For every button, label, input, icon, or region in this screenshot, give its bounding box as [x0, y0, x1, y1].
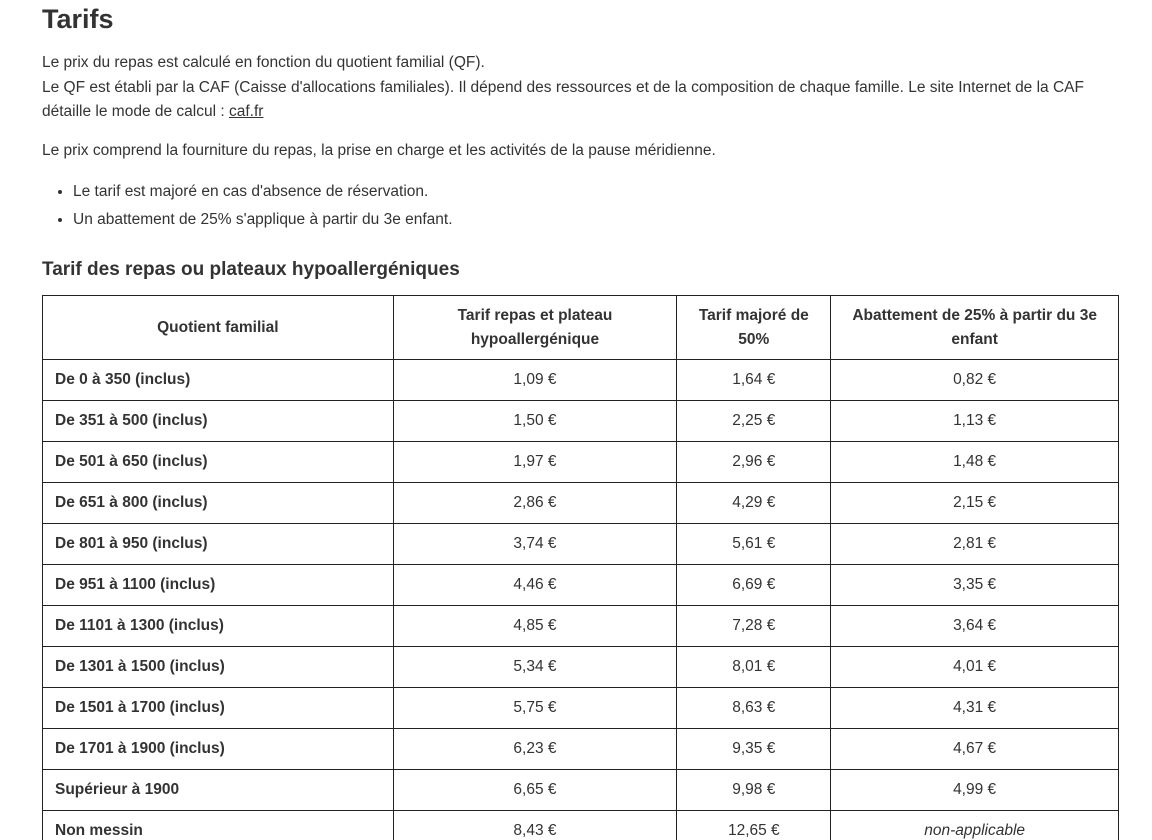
cell-tarif: 5,34 € — [393, 647, 677, 688]
cell-tarif: 6,23 € — [393, 729, 677, 770]
cell-majore: 9,35 € — [677, 729, 831, 770]
cell-abattement: 4,99 € — [831, 770, 1119, 811]
cell-tarif: 5,75 € — [393, 688, 677, 729]
cell-quotient: De 1101 à 1300 (inclus) — [43, 606, 394, 647]
cell-abattement: 4,01 € — [831, 647, 1119, 688]
cell-tarif: 2,86 € — [393, 483, 677, 524]
cell-abattement: 0,82 € — [831, 360, 1119, 401]
cell-majore: 12,65 € — [677, 811, 831, 840]
table-row — [43, 647, 1119, 688]
cell-quotient: De 501 à 650 (inclus) — [43, 442, 394, 483]
cell-quotient: De 651 à 800 (inclus) — [43, 483, 394, 524]
caf-link[interactable]: caf.fr — [228, 103, 264, 120]
cell-tarif: 1,50 € — [393, 401, 677, 442]
table-row — [43, 360, 1119, 401]
tarifs-table — [42, 295, 1119, 840]
intro-line-2 — [42, 76, 1118, 125]
intro-block — [42, 51, 1118, 125]
cell-quotient: De 1501 à 1700 (inclus) — [43, 688, 394, 729]
table-row — [43, 483, 1119, 524]
section-title: Tarif des repas ou plateaux hypoallergéniques — [42, 259, 460, 280]
cell-quotient: De 0 à 350 (inclus) — [43, 360, 394, 401]
intro-line-2-text: Le QF est établi par la CAF (Caisse d'allocations familiales). Il dépend des ressources et de la composition de chaque famille. Le site Internet de la CAF détaille le mode de calcul : — [42, 78, 1084, 120]
cell-abattement: 2,81 € — [831, 524, 1119, 565]
cell-quotient: Supérieur à 1900 — [43, 770, 394, 811]
column-header-quotient: Quotient familial — [43, 296, 394, 360]
cell-majore: 2,25 € — [677, 401, 831, 442]
cell-majore: 1,64 € — [677, 360, 831, 401]
cell-majore: 9,98 € — [677, 770, 831, 811]
table-row — [43, 401, 1119, 442]
intro-line-1: Le prix du repas est calculé en fonction du quotient familial (QF). — [42, 54, 485, 71]
cell-abattement: 4,31 € — [831, 688, 1119, 729]
rules-list — [42, 178, 453, 234]
cell-majore: 6,69 € — [677, 565, 831, 606]
table-row — [43, 811, 1119, 840]
table-row — [43, 524, 1119, 565]
cell-abattement: 3,64 € — [831, 606, 1119, 647]
table-row — [43, 606, 1119, 647]
price-description: Le prix comprend la fourniture du repas, la prise en charge et les activités de la pause méridienne. — [42, 142, 716, 159]
cell-abattement: 3,35 € — [831, 565, 1119, 606]
column-header-majore: Tarif majoré de 50% — [677, 296, 831, 360]
table-row — [43, 688, 1119, 729]
cell-quotient: De 951 à 1100 (inclus) — [43, 565, 394, 606]
table-row — [43, 729, 1119, 770]
cell-abattement: non-applicable — [831, 811, 1119, 840]
table-row — [43, 565, 1119, 606]
cell-majore: 4,29 € — [677, 483, 831, 524]
cell-abattement: 1,48 € — [831, 442, 1119, 483]
table-body — [43, 360, 1119, 840]
cell-majore: 8,01 € — [677, 647, 831, 688]
cell-tarif: 1,09 € — [393, 360, 677, 401]
cell-tarif: 6,65 € — [393, 770, 677, 811]
cell-abattement: 2,15 € — [831, 483, 1119, 524]
cell-quotient: De 801 à 950 (inclus) — [43, 524, 394, 565]
cell-tarif: 8,43 € — [393, 811, 677, 840]
list-item: • Un abattement de 25% s'applique à partir du 3e enfant. — [73, 206, 453, 234]
cell-majore: 5,61 € — [677, 524, 831, 565]
column-header-abattement: Abattement de 25% à partir du 3e enfant — [831, 296, 1119, 360]
table-row — [43, 770, 1119, 811]
cell-tarif: 1,97 € — [393, 442, 677, 483]
cell-quotient: De 1701 à 1900 (inclus) — [43, 729, 394, 770]
cell-tarif: 4,85 € — [393, 606, 677, 647]
column-header-tarif: Tarif repas et plateau hypoallergénique — [393, 296, 677, 360]
cell-majore: 7,28 € — [677, 606, 831, 647]
cell-majore: 8,63 € — [677, 688, 831, 729]
cell-quotient: De 351 à 500 (inclus) — [43, 401, 394, 442]
cell-tarif: 4,46 € — [393, 565, 677, 606]
list-item: • Le tarif est majoré en cas d'absence de réservation. — [73, 178, 453, 206]
cell-abattement: 1,13 € — [831, 401, 1119, 442]
cell-quotient: Non messin — [43, 811, 394, 840]
cell-majore: 2,96 € — [677, 442, 831, 483]
cell-tarif: 3,74 € — [393, 524, 677, 565]
table-header-row — [43, 296, 1119, 360]
cell-abattement: 4,67 € — [831, 729, 1119, 770]
table-row — [43, 442, 1119, 483]
cell-quotient: De 1301 à 1500 (inclus) — [43, 647, 394, 688]
page-title: Tarifs — [42, 4, 114, 34]
